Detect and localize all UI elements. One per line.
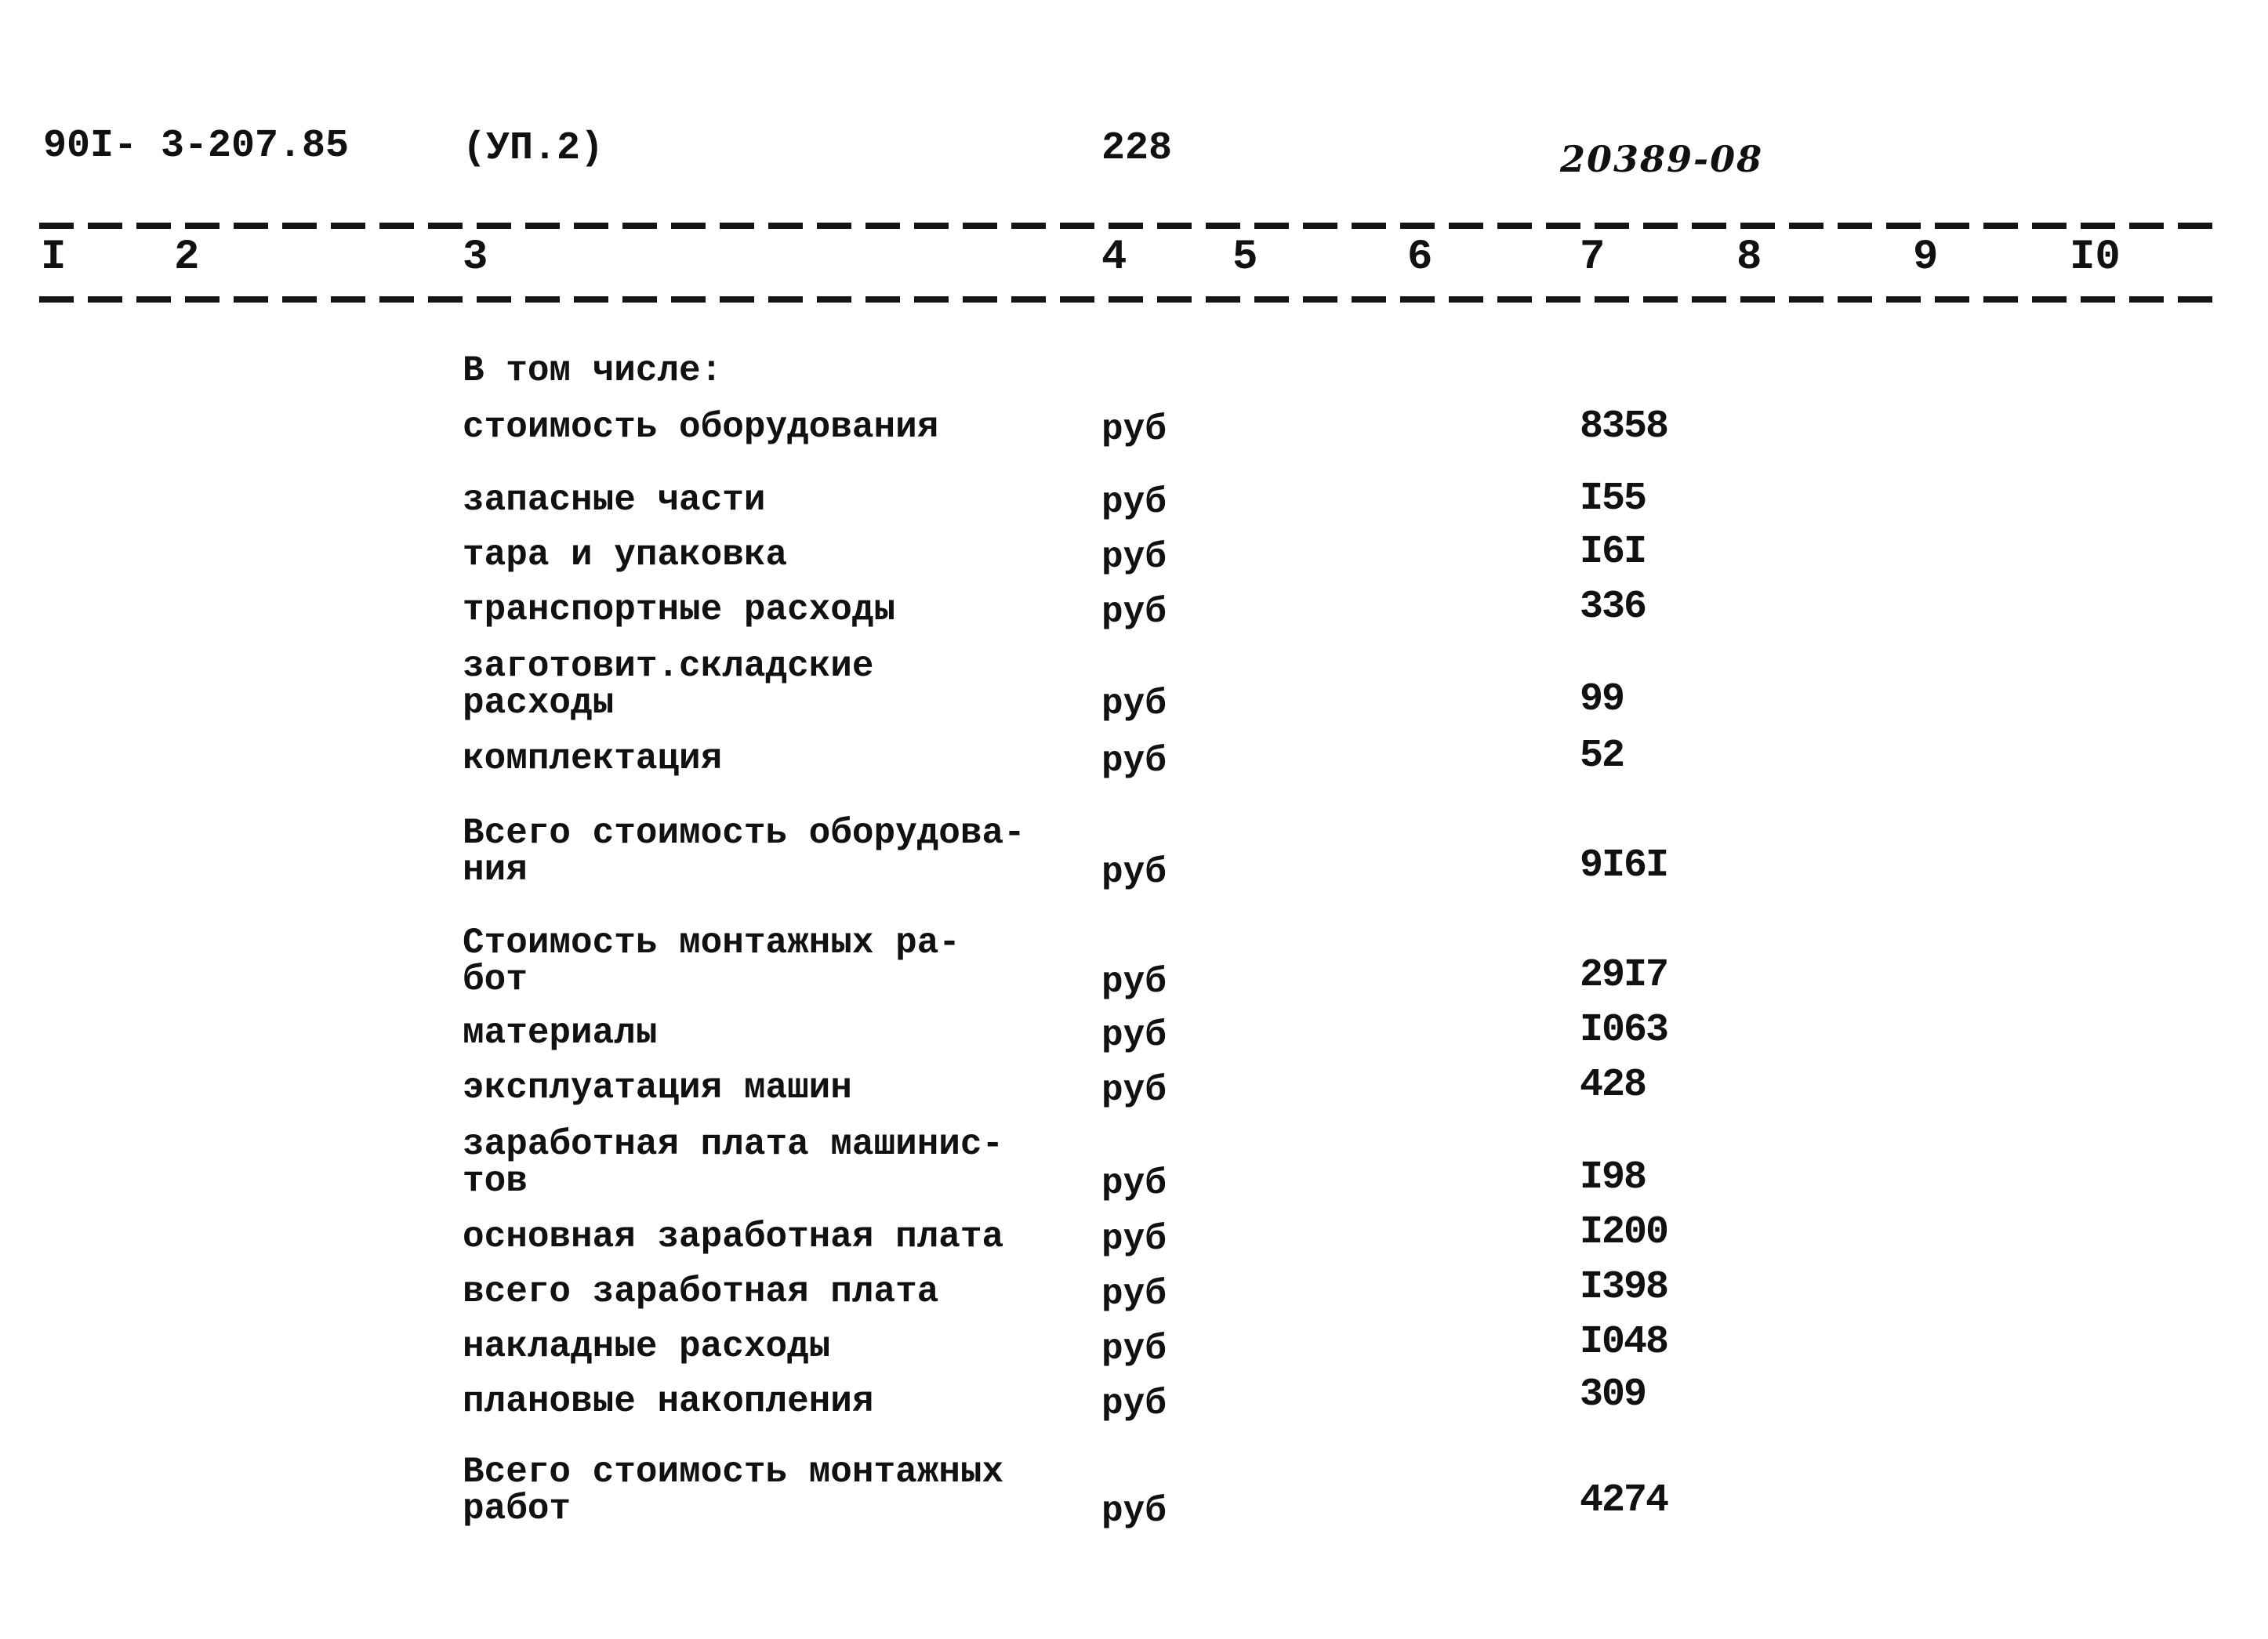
- row-unit: руб: [1101, 1219, 1167, 1260]
- album-label: (УП.2): [463, 126, 604, 171]
- row-description: заготовит.складские расходы: [463, 646, 874, 723]
- document-code: 90I- 3-207.85: [43, 124, 350, 169]
- table-header-rule: [39, 296, 2226, 303]
- row-description: Всего стоимость монтажных работ: [463, 1452, 1004, 1529]
- row-value: 4274: [1580, 1478, 1668, 1523]
- column-number-7: 7: [1580, 234, 1606, 281]
- row-unit: руб: [1101, 1329, 1167, 1369]
- row-unit: руб: [1101, 741, 1167, 781]
- row-description: тара и упаковка: [463, 535, 788, 575]
- row-description: Всего стоимость оборудова- ния: [463, 813, 1025, 890]
- column-number-1: I: [41, 234, 67, 281]
- row-unit: руб: [1101, 537, 1167, 578]
- column-number-10: I0: [2070, 234, 2121, 281]
- table-top-rule: [39, 223, 2226, 229]
- row-value: 428: [1580, 1063, 1646, 1108]
- column-number-9: 9: [1913, 234, 1939, 281]
- row-description: основная заработная плата: [463, 1217, 1004, 1257]
- row-description: В том числе:: [463, 350, 723, 391]
- row-unit: руб: [1101, 1274, 1167, 1314]
- inventory-number: 20389-08: [1560, 138, 1764, 180]
- row-description: запасные части: [463, 480, 766, 520]
- row-unit: руб: [1101, 409, 1167, 450]
- row-unit: руб: [1101, 1383, 1167, 1424]
- column-number-4: 4: [1101, 234, 1127, 281]
- row-value: 52: [1580, 734, 1624, 778]
- row-description: Стоимость монтажных ра- бот: [463, 923, 960, 1000]
- row-unit: руб: [1101, 1163, 1167, 1204]
- row-unit: руб: [1101, 852, 1167, 893]
- column-number-6: 6: [1407, 234, 1433, 281]
- column-number-5: 5: [1232, 234, 1258, 281]
- row-description: накладные расходы: [463, 1326, 831, 1367]
- row-unit: руб: [1101, 962, 1167, 1003]
- row-value: 29I7: [1580, 953, 1668, 998]
- column-number-8: 8: [1736, 234, 1762, 281]
- row-description: стоимость оборудования: [463, 407, 939, 448]
- row-value: I063: [1580, 1008, 1668, 1053]
- row-value: 99: [1580, 677, 1624, 722]
- row-unit: руб: [1101, 1070, 1167, 1111]
- row-value: 309: [1580, 1372, 1646, 1417]
- row-description: всего заработная плата: [463, 1271, 939, 1312]
- row-unit: руб: [1101, 1015, 1167, 1056]
- column-number-3: 3: [463, 234, 488, 281]
- row-value: I98: [1580, 1155, 1646, 1200]
- row-description: материалы: [463, 1013, 658, 1053]
- row-value: I048: [1580, 1320, 1668, 1365]
- row-value: I398: [1580, 1265, 1668, 1310]
- row-value: I55: [1580, 477, 1646, 521]
- row-description: комплектация: [463, 738, 723, 779]
- row-value: 336: [1580, 585, 1646, 629]
- row-value: 9I6I: [1580, 843, 1668, 888]
- row-description: плановые накопления: [463, 1381, 874, 1422]
- page-number: 228: [1101, 126, 1173, 171]
- row-description: заработная плата машинис- тов: [463, 1124, 1004, 1202]
- column-number-2: 2: [174, 234, 200, 281]
- row-unit: руб: [1101, 592, 1167, 633]
- row-unit: руб: [1101, 684, 1167, 724]
- row-description: транспортные расходы: [463, 589, 896, 630]
- row-unit: руб: [1101, 482, 1167, 523]
- row-value: I6I: [1580, 530, 1646, 575]
- row-description: эксплуатация машин: [463, 1068, 852, 1108]
- row-value: 8358: [1580, 404, 1668, 449]
- row-value: I200: [1580, 1210, 1668, 1255]
- row-unit: руб: [1101, 1491, 1167, 1532]
